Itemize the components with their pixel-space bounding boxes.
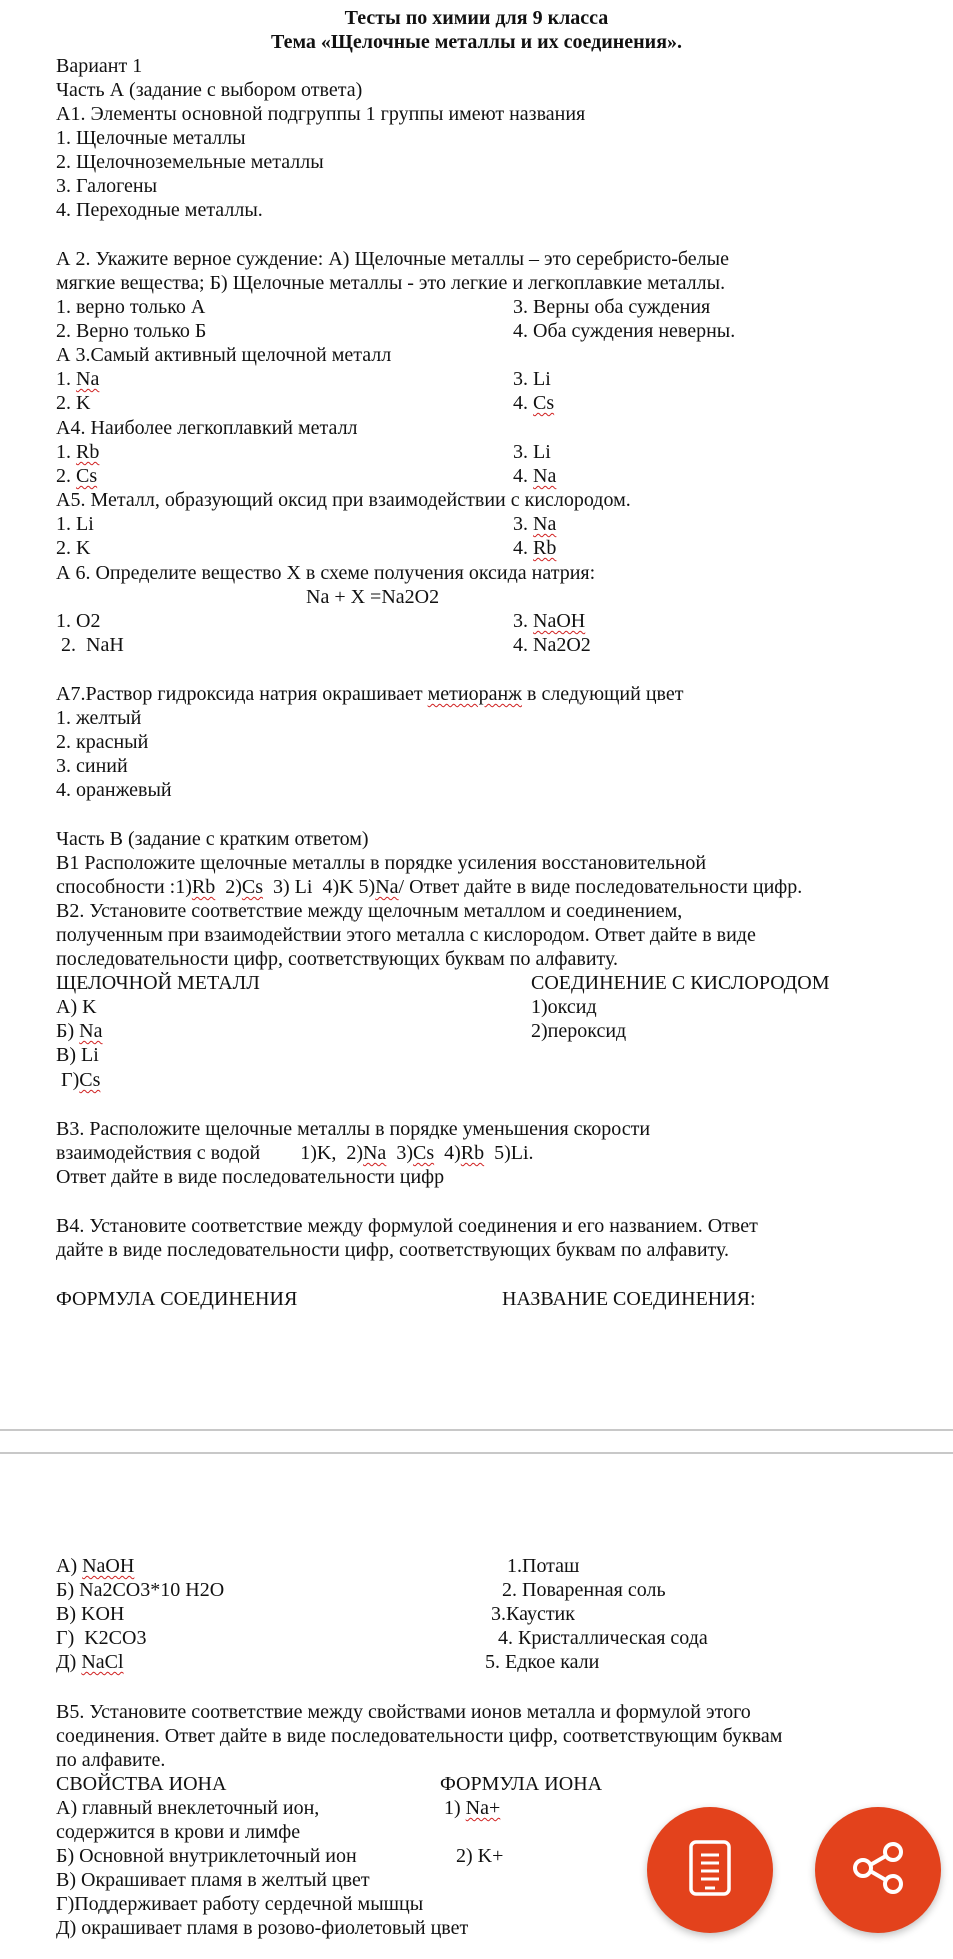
a3-option-1: 1. Na — [56, 368, 100, 390]
a4-option-2: 2. Cs — [56, 465, 98, 487]
b4-name-4: 4. Кристаллическая сода — [498, 1627, 708, 1649]
a5-option-1: 1. Li — [56, 513, 94, 535]
a4-question: А4. Наиболее легкоплавкий металл — [56, 417, 358, 439]
a2-option-4: 4. Оба суждения неверны. — [513, 320, 736, 342]
b4-formula-b: Б) Na2CO3*10 H2O — [56, 1579, 225, 1601]
page-separator-bottom — [0, 1452, 953, 1454]
b3-line2: взаимодействия с водой 1)K, 2)Na 3)Cs 4)Rb 5)Li. — [56, 1142, 534, 1164]
a3-option-3: 3. Li — [513, 368, 551, 390]
b4-formula-e: Д) NaCl — [56, 1651, 124, 1673]
a1-option-1: 1. Щелочные металлы — [56, 127, 246, 149]
b5-line1: В5. Установите соответствие между свойствами ионов металла и формулой этого — [56, 1701, 751, 1723]
a7-option-1: 1. желтый — [56, 707, 142, 729]
share-icon — [849, 1839, 907, 1902]
a3-option-2: 2. K — [56, 392, 91, 414]
a6-question: А 6. Определите вещество Х в схеме получения оксида натрия: — [56, 562, 596, 584]
b4-name-1: 1.Поташ — [507, 1555, 580, 1577]
b2-metal-d: Г)Cs — [56, 1069, 101, 1091]
b1-line1: В1 Расположите щелочные металлы в порядке усиления восстановительной — [56, 852, 707, 874]
a2-question-line1: А 2. Укажите верное суждение: А) Щелочные металлы – это серебристо-белые — [56, 248, 729, 270]
a6-option-3: 3. NaOH — [513, 610, 586, 632]
part-b-heading: Часть В (задание с кратким ответом) — [56, 828, 369, 850]
b4-header-name: НАЗВАНИЕ СОЕДИНЕНИЯ: — [502, 1288, 756, 1310]
b4-name-3: 3.Каустик — [491, 1603, 575, 1625]
doc-title: Тесты по химии для 9 класса — [344, 7, 609, 29]
b5-property-d: Г)Поддерживает работу сердечной мышцы — [56, 1893, 424, 1915]
doc-subtitle: Тема «Щелочные металлы и их соединения». — [270, 31, 683, 53]
b4-formula-d: Г) K2CO3 — [56, 1627, 147, 1649]
a4-option-3: 3. Li — [513, 441, 551, 463]
a5-question: А5. Металл, образующий оксид при взаимодействии с кислородом. — [56, 489, 631, 511]
document-icon — [688, 1839, 732, 1902]
variant-label: Вариант 1 — [56, 55, 143, 77]
a1-question: А1. Элементы основной подгруппы 1 группы имеют названия — [56, 103, 586, 125]
b5-property-a-cont: содержится в крови и лимфе — [56, 1821, 301, 1843]
b2-header-metal: ЩЕЛОЧНОЙ МЕТАЛЛ — [56, 972, 260, 994]
a7-option-4: 4. оранжевый — [56, 779, 172, 801]
b4-line1: В4. Установите соответствие между формулой соединения и его названием. Ответ — [56, 1215, 758, 1237]
b5-header-formula: ФОРМУЛА ИОНА — [440, 1773, 603, 1795]
b4-name-5: 5. Едкое кали — [485, 1651, 600, 1673]
a5-option-4: 4. Rb — [513, 537, 557, 559]
b4-name-2: 2. Поваренная соль — [502, 1579, 666, 1601]
a3-question: А 3.Самый активный щелочной металл — [56, 344, 392, 366]
b5-property-a: А) главный внеклеточный ион, — [56, 1797, 320, 1819]
document-button[interactable] — [647, 1807, 773, 1933]
a4-option-4: 4. Na — [513, 465, 557, 487]
a2-option-2: 2. Верно только Б — [56, 320, 207, 342]
a1-option-3: 3. Галогены — [56, 175, 158, 197]
b2-metal-a: А) K — [56, 996, 97, 1018]
a3-option-4: 4. Cs — [513, 392, 555, 414]
a2-question-line2: мягкие вещества; Б) Щелочные металлы - это легкие и легкоплавкие металлы. — [56, 272, 726, 294]
a1-option-4: 4. Переходные металлы. — [56, 199, 263, 221]
b5-ion-2: 2) K+ — [456, 1845, 504, 1867]
a6-option-1: 1. O2 — [56, 610, 101, 632]
b2-line1: В2. Установите соответствие между щелочным металлом и соединением, — [56, 900, 683, 922]
a5-option-3: 3. Na — [513, 513, 557, 535]
a1-option-2: 2. Щелочноземельные металлы — [56, 151, 324, 173]
b5-property-c: В) Окрашивает пламя в желтый цвет — [56, 1869, 370, 1891]
a7-option-2: 2. красный — [56, 731, 149, 753]
a7-option-3: 3. синий — [56, 755, 128, 777]
b5-line2: соединения. Ответ дайте в виде последовательности цифр, соответствующим буквам — [56, 1725, 783, 1747]
b2-line3: последовательности цифр, соответствующих буквам по алфавиту. — [56, 948, 618, 970]
b2-metal-b: Б) Na — [56, 1020, 103, 1042]
a4-option-1: 1. Rb — [56, 441, 100, 463]
b3-line1: В3. Расположите щелочные металлы в порядке уменьшения скорости — [56, 1118, 651, 1140]
b2-compound-2: 2)пероксид — [531, 1020, 627, 1042]
page-separator-top — [0, 1429, 953, 1431]
b2-line2: полученным при взаимодействии этого металла с кислородом. Ответ дайте в виде — [56, 924, 756, 946]
a6-equation: Na + X =Na2O2 — [306, 586, 440, 608]
a5-option-2: 2. K — [56, 537, 91, 559]
a2-option-1: 1. верно только А — [56, 296, 206, 318]
b3-line3: Ответ дайте в виде последовательности цифр — [56, 1166, 445, 1188]
b5-property-e: Д) окрашивает пламя в розово-фиолетовый цвет — [56, 1917, 469, 1939]
b4-header-formula: ФОРМУЛА СОЕДИНЕНИЯ — [56, 1288, 298, 1310]
b1-line2: способности :1)Rb 2)Cs 3) Li 4)K 5)Na/ Ответ дайте в виде последовательности цифр. — [56, 876, 803, 898]
b2-metal-c: В) Li — [56, 1044, 99, 1066]
part-a-heading: Часть А (задание с выбором ответа) — [56, 79, 363, 101]
b5-property-b: Б) Основной внутриклеточный ион — [56, 1845, 357, 1867]
b5-header-property: СВОЙСТВА ИОНА — [56, 1773, 227, 1795]
share-button[interactable] — [815, 1807, 941, 1933]
b5-ion-1: 1) Na+ — [444, 1797, 501, 1819]
b4-formula-a: А) NaOH — [56, 1555, 135, 1577]
a6-option-2: 2. NaH — [56, 634, 124, 656]
b4-line2: дайте в виде последовательности цифр, соответствующих буквам по алфавиту. — [56, 1239, 730, 1261]
a6-option-4: 4. Na2O2 — [513, 634, 591, 656]
b4-formula-c: В) KOH — [56, 1603, 125, 1625]
a7-question: А7.Раствор гидроксида натрия окрашивает метиоранж в следующий цвет — [56, 683, 684, 705]
a2-option-3: 3. Верны оба суждения — [513, 296, 711, 318]
b2-header-compound: СОЕДИНЕНИЕ С КИСЛОРОДОМ — [531, 972, 830, 994]
b5-line3: по алфавите. — [56, 1749, 166, 1771]
b2-compound-1: 1)оксид — [531, 996, 597, 1018]
